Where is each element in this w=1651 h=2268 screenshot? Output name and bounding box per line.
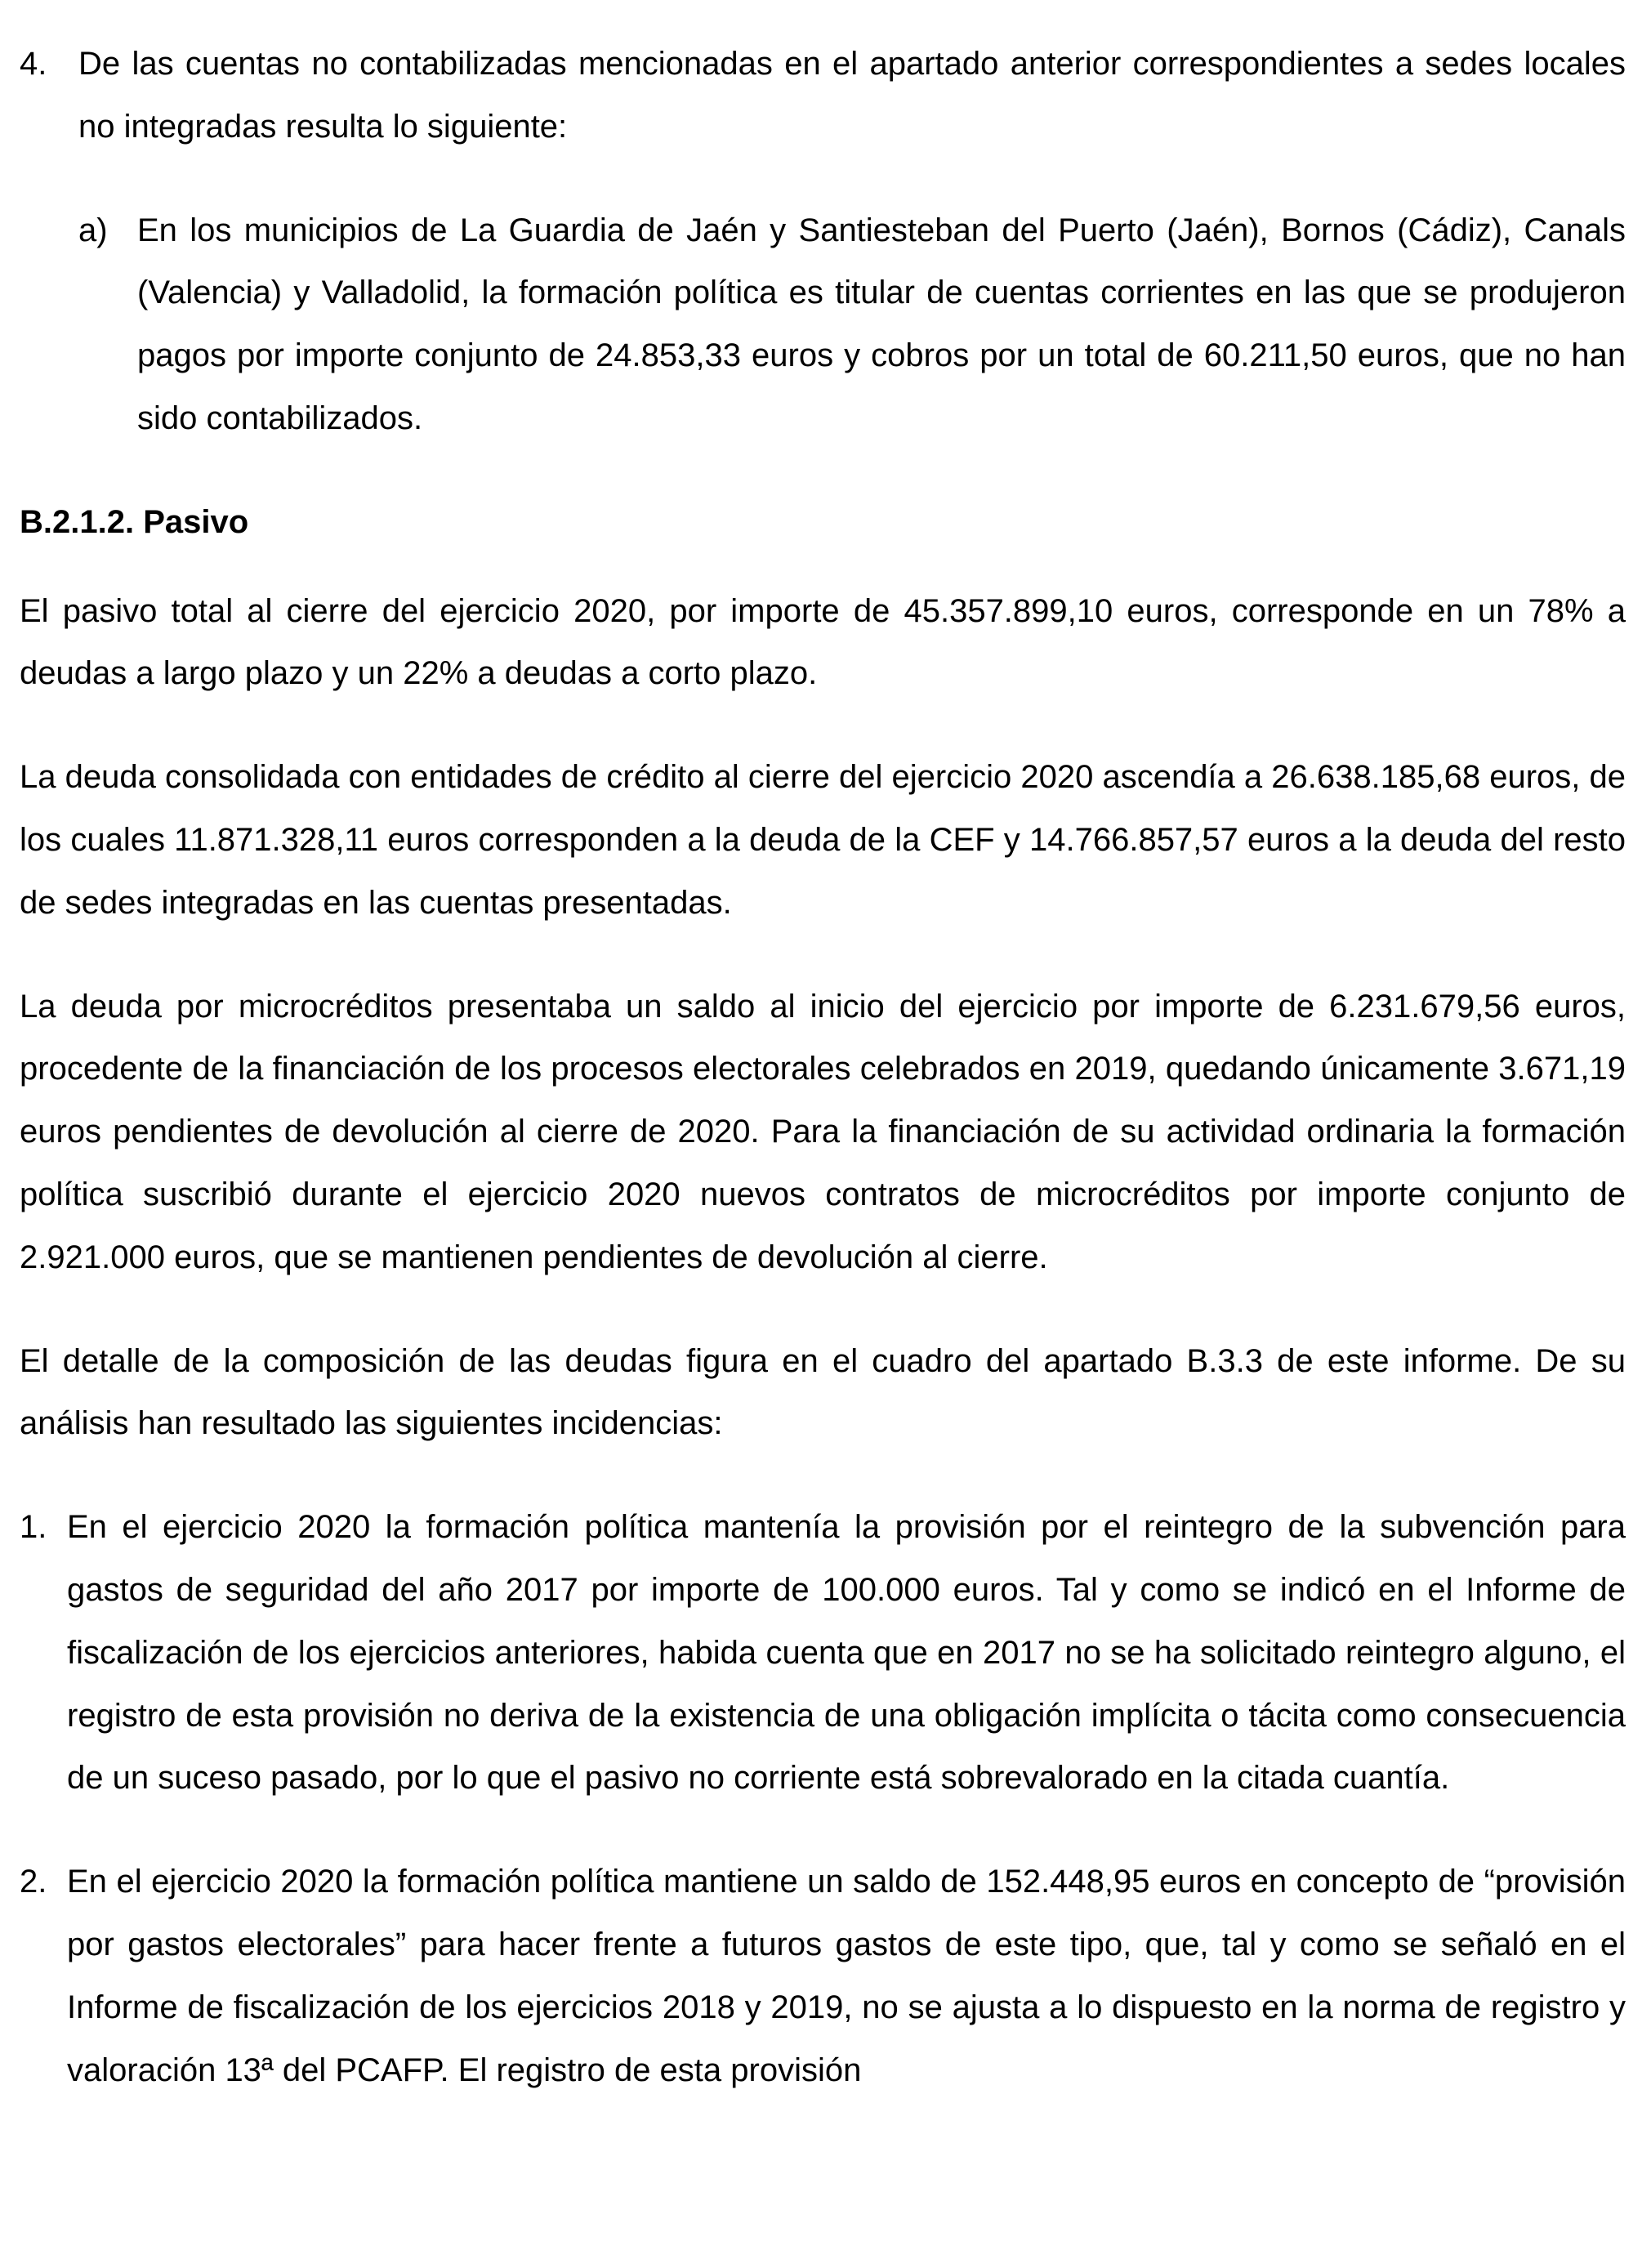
list-number: 1.: [20, 1509, 47, 1546]
list-item-text: De las cuentas no contabilizadas mencionadas en el apartado anterior correspondientes a sedes locales no integradas resulta lo siguiente:: [78, 46, 1626, 145]
sub-list-item-a: [78, 199, 1626, 450]
sub-list-item-text: En los municipios de La Guardia de Jaén y Santiesteban del Puerto (Jaén), Bornos (Cádiz), Canals (Valencia) y Valladolid, la formación política es titular de cuentas corrientes en las que se produjeron pagos por importe conjunto de 24.853,33 euros y cobros por un total de 60.211,50 euros, que no han sido contabilizados.: [137, 212, 1626, 436]
paragraph-pasivo-total: El pasivo total al cierre del ejercicio 2020, por importe de 45.357.899,10 euros, corresponde en un 78% a deudas a largo plazo y un 22% a deudas a corto plazo.: [20, 592, 1626, 692]
document-page: [20, 33, 1626, 2101]
list-item-1: [20, 1496, 1626, 1810]
section-heading: B.2.1.2. Pasivo: [20, 503, 249, 540]
list-number: 2.: [20, 1864, 47, 1900]
sub-list-marker: a): [78, 212, 108, 248]
paragraph-detalle-deudas: El detalle de la composición de las deudas figura en el cuadro del apartado B.3.3 de este informe. De su análisis han resultado las siguientes incidencias:: [20, 1342, 1626, 1442]
paragraph-deuda-consolidada: La deuda consolidada con entidades de crédito al cierre del ejercicio 2020 ascendía a 26.638.185,68 euros, de los cuales 11.871.328,11 euros corresponden a la deuda de la CEF y 14.766.857,57 euros a la deuda del resto de sedes integradas en las cuentas presentadas.: [20, 759, 1626, 921]
list-item-text: En el ejercicio 2020 la formación política mantenía la provisión por el reintegro de la subvención para gastos de seguridad del año 2017 por importe de 100.000 euros. Tal y como se indicó en el Informe de fiscalización de los ejercicios anteriores, habida cuenta que en 2017 no se ha solicitado reintegro alguno, el registro de esta provisión no deriva de la existencia de una obligación implícita o tácita como consecuencia de un suceso pasado, por lo que el pasivo no corriente está sobrevalorado en la citada cuantía.: [67, 1509, 1626, 1797]
paragraph-microcreditos: La deuda por microcréditos presentaba un saldo al inicio del ejercicio por importe de 6.231.679,56 euros, procedente de la financiación de los procesos electorales celebrados en 2019, quedando únicamente 3.671,19 euros pendientes de devolución al cierre de 2020. Para la financiación de su actividad ordinaria la formación política suscribió durante el ejercicio 2020 nuevos contratos de microcréditos por importe conjunto de 2.921.000 euros, que se mantienen pendientes de devolución al cierre.: [20, 988, 1626, 1275]
list-number: 4.: [20, 46, 47, 82]
list-item-text: En el ejercicio 2020 la formación política mantiene un saldo de 152.448,95 euros en concepto de “provisión por gastos electorales” para hacer frente a futuros gastos de este tipo, que, tal y como se señaló en el Informe de fiscalización de los ejercicios 2018 y 2019, no se ajusta a lo dispuesto en la norma de registro y valoración 13ª del PCAFP. El registro de esta provisión: [67, 1864, 1626, 2088]
list-item-2: [20, 1851, 1626, 2101]
list-item-4: [20, 33, 1626, 158]
